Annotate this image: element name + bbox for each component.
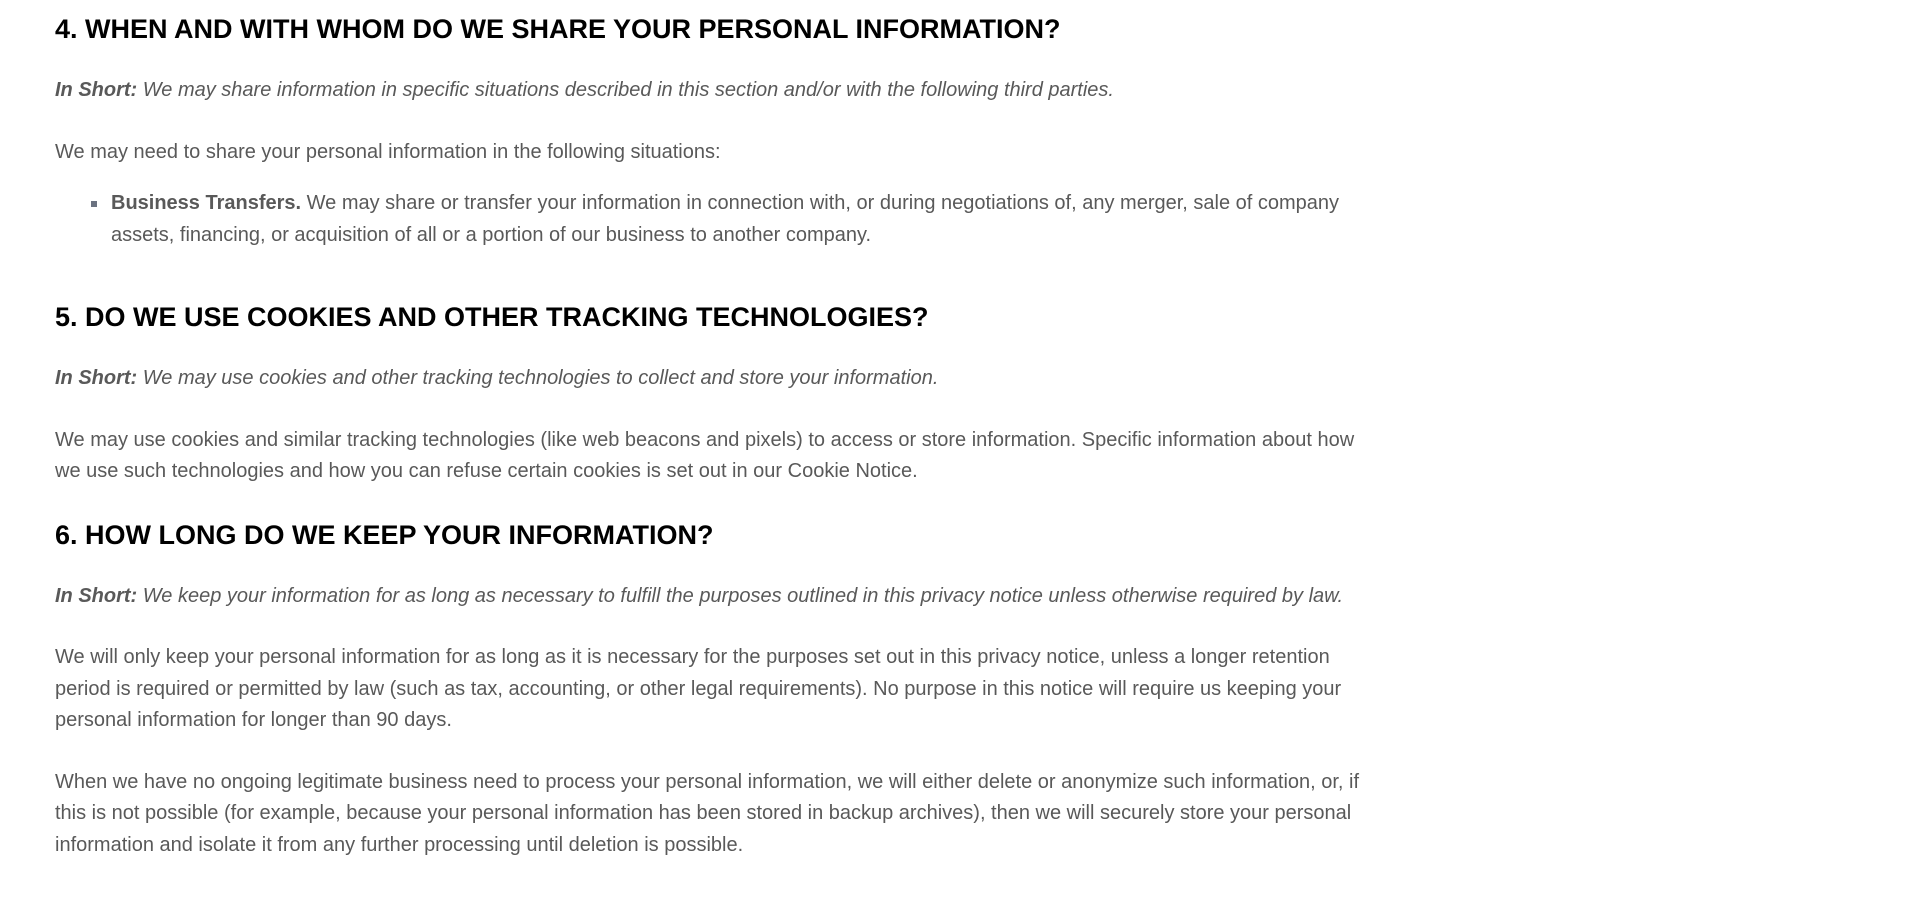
square-bullet-icon (91, 201, 97, 207)
bullet-text: We may share or transfer your information in connection with, or during negotiations of, any merger, sale of company assets, financing, or acquisition of all or a portion of our business to another company. (111, 192, 1340, 246)
section-6-paragraph-2: When we have no ongoing legitimate business need to process your personal information, we will either delete or anonymize such information, or, if this is not possible (for example, because your personal information has been stored in backup archives), then we will securely store your personal information and isolate it from any further processing until deletion is possible. (55, 770, 1360, 856)
section-6-title: 6. HOW LONG DO WE KEEP YOUR INFORMATION? (55, 519, 714, 550)
in-short-text: We keep your information for as long as necessary to fulfill the purposes outlined in this privacy notice unless otherwise required by law. (137, 584, 1344, 607)
in-short-label: In Short: (55, 584, 138, 607)
list-item (55, 188, 1375, 251)
section-5-paragraph: We may use cookies and similar tracking technologies (like web beacons and pixels) to access or store information. Specific information about how we use such technologies and how you can refuse certain cookies is set out in our Cookie Notice. (55, 428, 1355, 482)
in-short-text: We may use cookies and other tracking technologies to collect and store your information. (137, 367, 939, 389)
section-6-paragraph-1: We will only keep your personal information for as long as it is necessary for the purposes set out in this privacy notice, unless a longer retention period is required or permitted by law (such as tax, accounting, or other legal requirements). No purpose in this notice will require us keeping your personal information for longer than 90 days. (55, 646, 1342, 731)
section-4-in-short (55, 75, 1375, 107)
section-4-intro: We may need to share your personal information in the following situations: (55, 140, 721, 163)
section-4-bullet-list (55, 188, 1375, 251)
section-6-in-short (55, 581, 1375, 613)
in-short-text: We may share information in specific situations described in this section and/or with the following third parties. (137, 79, 1114, 101)
privacy-notice-document (55, 12, 1375, 861)
bullet-heading: Business Transfers. (111, 192, 302, 214)
section-5-in-short (55, 363, 1375, 395)
in-short-label: In Short: (55, 79, 138, 101)
in-short-label: In Short: (55, 367, 138, 389)
section-5-title: 5. DO WE USE COOKIES AND OTHER TRACKING TECHNOLOGIES? (55, 302, 929, 332)
section-4-title: 4. WHEN AND WITH WHOM DO WE SHARE YOUR PERSONAL INFORMATION? (55, 14, 1061, 44)
